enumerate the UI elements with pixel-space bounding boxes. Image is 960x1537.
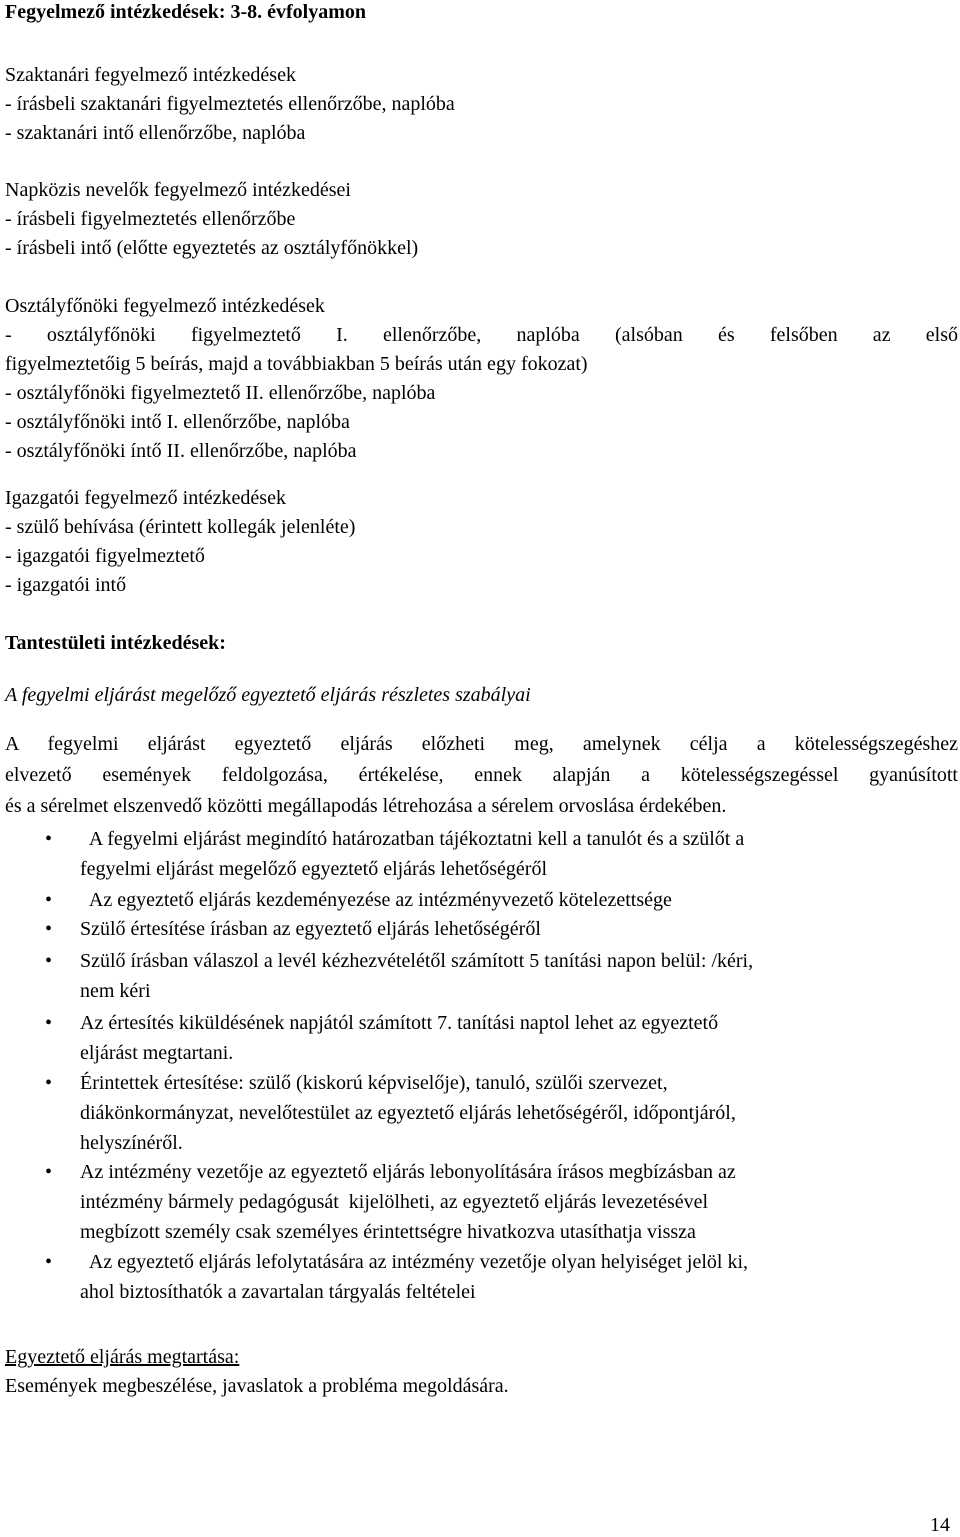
bullet-item: Az egyeztető eljárás lefolytatására az intézmény vezetője olyan helyiséget jelöl ki, (80, 1251, 749, 1273)
section-heading-osztalyfonoki: Osztályfőnöki fegyelmező intézkedések (5, 295, 325, 317)
bullet-icon: • (45, 1072, 53, 1094)
bullet-item: Az egyeztető eljárás kezdeményezése az intézményvezető kötelezettsége (80, 889, 672, 911)
paragraph-line: elvezető események feldolgozása, értékelése, ennek alapján a kötelességszegéssel gyanúsított (5, 764, 958, 786)
page-number: 14 (930, 1514, 950, 1536)
bullet-item-continuation: eljárást megtartani. (80, 1042, 234, 1064)
section-heading-tantestuleti: Tantestületi intézkedések: (5, 632, 226, 654)
list-item-continuation: figyelmeztetőig 5 beírás, majd a továbbiakban 5 beírás után egy fokozat) (5, 353, 588, 375)
list-item: - szülő behívása (érintett kollegák jelenléte) (5, 516, 356, 538)
paragraph-line: és a sérelmet elszenvedő közötti megállapodás létrehozása a sérelem orvoslása érdekében. (5, 795, 727, 817)
bullet-icon: • (45, 1012, 53, 1034)
list-item: - írásbeli figyelmeztetés ellenőrzőbe (5, 208, 296, 230)
bullet-item-continuation: ahol biztosíthatók a zavartalan tárgyalás feltételei (80, 1281, 476, 1303)
bullet-icon: • (45, 1251, 53, 1273)
subsection-heading-italic: A fegyelmi eljárást megelőző egyeztető eljárás részletes szabályai (5, 684, 531, 706)
page-title: Fegyelmező intézkedések: 3-8. évfolyamon (5, 1, 367, 23)
list-item: - írásbeli szaktanári figyelmeztetés ellenőrzőbe, naplóba (5, 93, 455, 115)
bullet-item-continuation: megbízott személy csak személyes érintettségre hivatkozva utasíthatja vissza (80, 1221, 696, 1243)
list-item: - írásbeli intő (előtte egyeztetés az osztályfőnökkel) (5, 237, 419, 259)
bullet-item-continuation: nem kéri (80, 980, 151, 1002)
bullet-icon: • (45, 918, 53, 940)
list-item: - osztályfőnöki figyelmeztető I. ellenőrzőbe, naplóba (alsóban és felsőben az első (5, 324, 958, 346)
bullet-icon: • (45, 950, 53, 972)
bullet-icon: • (45, 1161, 53, 1183)
bullet-icon: • (45, 828, 53, 850)
bullet-icon: • (45, 889, 53, 911)
bullet-item-continuation: helyszínéről. (80, 1132, 183, 1154)
list-item: - osztályfőnöki intő I. ellenőrzőbe, naplóba (5, 411, 350, 433)
bullet-item-continuation: fegyelmi eljárást megelőző egyeztető eljárás lehetőségéről (80, 858, 548, 880)
list-item: - igazgatói intő (5, 574, 127, 596)
bullet-item: Az értesítés kiküldésének napjától számított 7. tanítási naptol lehet az egyeztető (80, 1012, 719, 1034)
bullet-item-continuation: intézmény bármely pedagógusát kijelölheti, az egyeztető eljárás levezetésével (80, 1191, 709, 1213)
list-item: - igazgatói figyelmeztető (5, 545, 205, 567)
bullet-item: A fegyelmi eljárást megindító határozatban tájékoztatni kell a tanulót és a szülőt a (80, 828, 745, 850)
section-text-egyezteto: Események megbeszélése, javaslatok a probléma megoldására. (5, 1375, 509, 1397)
bullet-item: Szülő írásban válaszol a levél kézhezvételétől számított 5 tanítási napon belül: /kéri, (80, 950, 754, 972)
section-heading-egyezteto: Egyeztető eljárás megtartása: (5, 1346, 240, 1368)
list-item: - osztályfőnöki figyelmeztető II. ellenőrzőbe, naplóba (5, 382, 436, 404)
bullet-item: Érintettek értesítése: szülő (kiskorú képviselője), tanuló, szülői szervezet, (80, 1072, 668, 1094)
bullet-item: Szülő értesítése írásban az egyeztető eljárás lehetőségéről (80, 918, 541, 940)
section-heading-napkozis: Napközis nevelők fegyelmező intézkedései (5, 179, 351, 201)
section-heading-igazgatoi: Igazgatói fegyelmező intézkedések (5, 487, 286, 509)
list-item: - osztályfőnöki íntő II. ellenőrzőbe, naplóba (5, 440, 357, 462)
list-item: - szaktanári intő ellenőrzőbe, naplóba (5, 122, 306, 144)
paragraph-line: A fegyelmi eljárást egyeztető eljárás előzheti meg, amelynek célja a kötelességszegéshez (5, 733, 958, 755)
bullet-item-continuation: diákönkormányzat, nevelőtestület az egyeztető eljárás lehetőségéről, időpontjáról, (80, 1102, 736, 1124)
section-heading-szaktanari: Szaktanári fegyelmező intézkedések (5, 64, 296, 86)
bullet-item: Az intézmény vezetője az egyeztető eljárás lebonyolítására írásos megbízásban az (80, 1161, 736, 1183)
